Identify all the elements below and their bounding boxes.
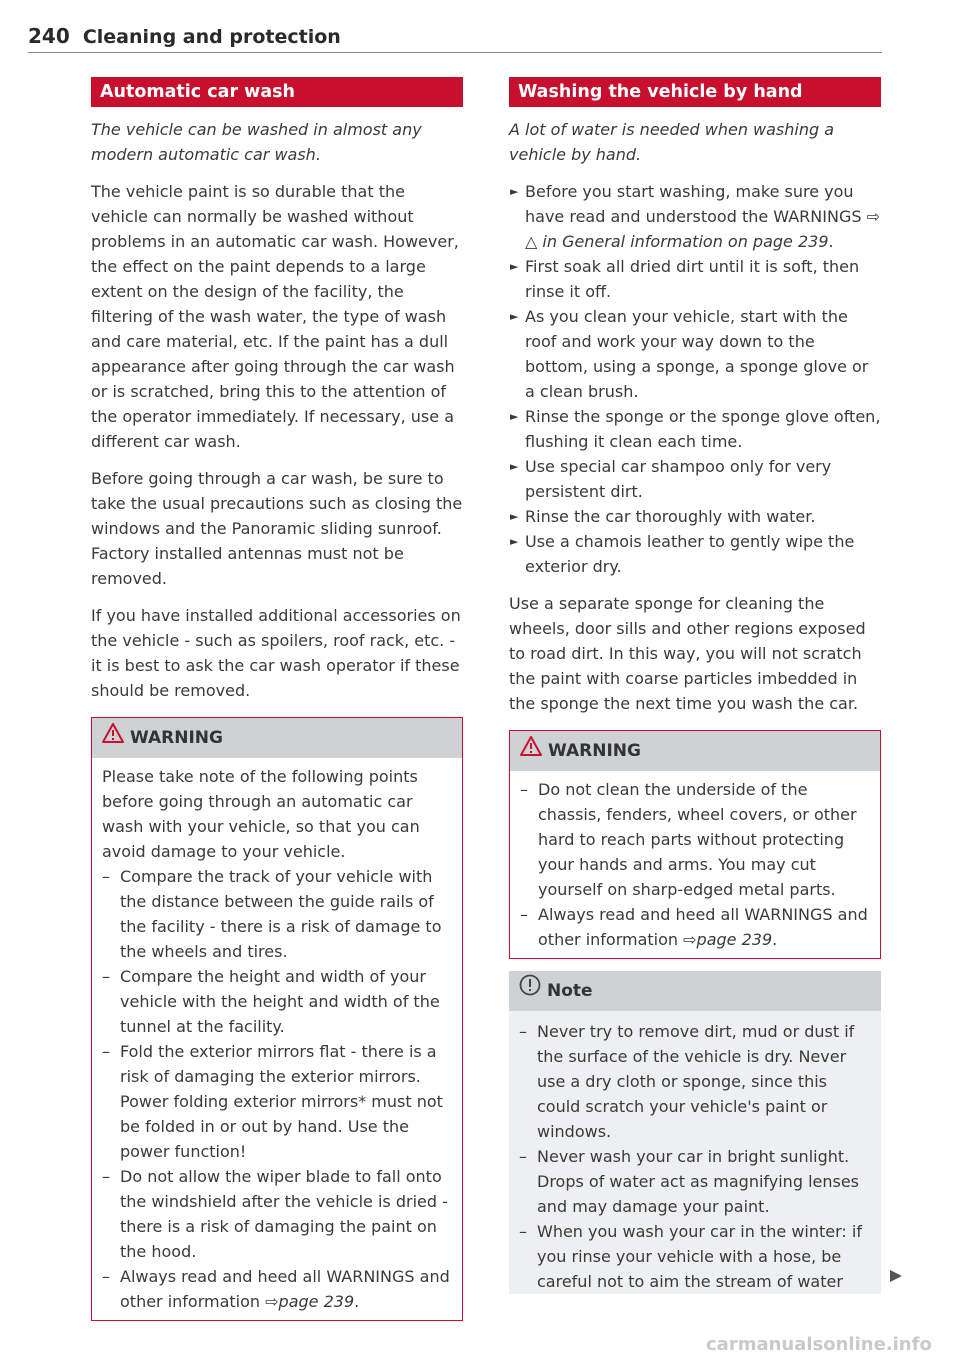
continue-arrow-icon <box>888 1268 904 1287</box>
info-circle-icon <box>519 971 541 1011</box>
list-item: ► Before you start washing, make sure you have read and understood the WARNINGS ⇨ △ in General information on page 239. <box>509 179 881 254</box>
bullet-arrow-icon: ► <box>510 185 519 198</box>
instruction-list <box>509 179 881 579</box>
page-reference-link[interactable]: ⇨ △ in General information on page 239 <box>525 207 880 251</box>
list-item: ► Use special car shampoo only for very persistent dirt. <box>509 454 881 504</box>
header-rule <box>28 52 882 53</box>
paragraph: If you have installed additional accessories on the vehicle - such as spoilers, roof rack, etc. - it is best to ask the car wash operator if these should be removed. <box>91 606 461 700</box>
list-item: – Do not allow the wiper blade to fall onto the windshield after the vehicle is dried - there is a risk of damaging the paint on the hood. <box>102 1167 448 1261</box>
warning-intro: Please take note of the following points before going through an automatic car wash with your vehicle, so that you can avoid damage to your vehicle. <box>102 767 420 861</box>
list-item: – Compare the track of your vehicle with the distance between the guide rails of the facility - there is a risk of damage to the wheels and tires. <box>102 867 442 961</box>
warning-box <box>509 730 881 959</box>
page-number: 240 <box>28 24 70 48</box>
section-heading-washing-by-hand: Washing the vehicle by hand <box>509 77 881 107</box>
list-item: ► Rinse the car thoroughly with water. <box>509 504 881 529</box>
bullet-arrow-icon: ► <box>510 410 519 423</box>
paragraph: The vehicle paint is so durable that the vehicle can normally be washed without problems in an automatic car wash. However, the effect on the paint depends to a large extent on the design of the facility, the filtering of the wash water, the type of wash and care material, etc. If the paint has a dull appearance after going through the car wash or is scratched, bring this to the attention of the operator immediately. If necessary, use a different car wash. <box>91 182 459 451</box>
bullet-arrow-icon: ► <box>510 510 519 523</box>
warning-header <box>92 718 462 758</box>
note-box <box>509 971 881 1294</box>
list-item: – Do not clean the underside of the chassis, fenders, wheel covers, or other hard to reach parts without protecting your hands and arms. You may cut yourself on sharp-edged metal parts. <box>520 780 857 899</box>
note-header <box>509 971 881 1011</box>
list-item: ► First soak all dried dirt until it is soft, then rinse it off. <box>509 254 881 304</box>
page-reference-link[interactable]: ⇨page 239 <box>683 930 773 949</box>
list-item: ► Rinse the sponge or the sponge glove often, flushing it clean each time. <box>509 404 881 454</box>
paragraph: Before going through a car wash, be sure to take the usual precautions such as closing the windows and the Panoramic sliding sunroof. Factory installed antennas must not be removed. <box>91 469 463 588</box>
warning-box <box>91 717 463 1321</box>
chapter-title: Cleaning and protection <box>82 26 341 48</box>
section-intro: A lot of water is needed when washing a vehicle by hand. <box>509 120 835 164</box>
right-column <box>509 77 881 1294</box>
warning-triangle-icon <box>102 718 124 758</box>
list-item: – Never try to remove dirt, mud or dust if the surface of the vehicle is dry. Never use a dry cloth or sponge, since this could scratch your vehicle's paint or windows. <box>519 1022 855 1141</box>
list-item: – Always read and heed all WARNINGS and other information ⇨page 239. <box>520 905 868 949</box>
bullet-arrow-icon: ► <box>510 535 519 548</box>
list-item: ► Use a chamois leather to gently wipe the exterior dry. <box>509 529 881 579</box>
bullet-arrow-icon: ► <box>510 460 519 473</box>
section-heading-automatic-car-wash: Automatic car wash <box>91 77 463 107</box>
section-intro: The vehicle can be washed in almost any modern automatic car wash. <box>91 120 422 164</box>
warning-triangle-icon <box>520 731 542 771</box>
page-header <box>28 24 880 48</box>
list-item: ► As you clean your vehicle, start with the roof and work your way down to the bottom, using a sponge, a sponge glove or a clean brush. <box>509 304 881 404</box>
list-item: – When you wash your car in the winter: if you rinse your vehicle with a hose, be careful not to aim the stream of water <box>519 1222 862 1291</box>
warning-title: WARNING <box>130 728 223 748</box>
list-item: – Never wash your car in bright sunlight. Drops of water act as magnifying lenses and may damage your paint. <box>519 1147 860 1216</box>
page-reference-link[interactable]: ⇨page 239 <box>265 1292 355 1311</box>
list-item: – Fold the exterior mirrors flat - there is a risk of damaging the exterior mirrors. Power folding exterior mirrors* must not be folded in or out by hand. Use the power function! <box>102 1042 443 1161</box>
bullet-arrow-icon: ► <box>510 260 519 273</box>
watermark: carmanualsonline.info <box>706 1334 932 1355</box>
left-column <box>91 77 463 1321</box>
list-item: – Always read and heed all WARNINGS and other information ⇨page 239. <box>102 1267 450 1311</box>
warning-title: WARNING <box>548 741 641 761</box>
list-item: – Compare the height and width of your vehicle with the height and width of the tunnel at the facility. <box>102 967 440 1036</box>
paragraph: Use a separate sponge for cleaning the wheels, door sills and other regions exposed to road dirt. In this way, you will not scratch the paint with coarse particles imbedded in the sponge the next time you wash the car. <box>509 594 866 713</box>
warning-header <box>510 731 880 771</box>
bullet-arrow-icon: ► <box>510 310 519 323</box>
note-title: Note <box>547 981 593 1001</box>
